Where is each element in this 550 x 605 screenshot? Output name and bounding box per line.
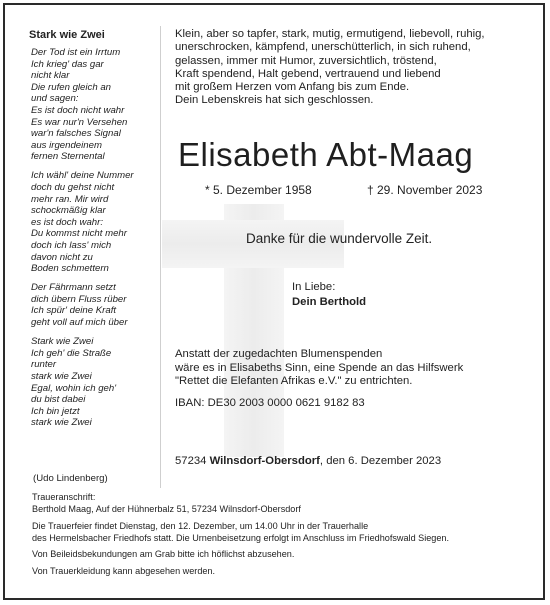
poem-stanza-4 xyxy=(31,336,134,429)
donation-line: Anstatt der zugedachten Blumenspenden xyxy=(175,348,383,360)
poem-line: es ist doch wahr: xyxy=(31,216,103,228)
poem-line: stark wie Zwei xyxy=(31,370,92,382)
poem-line: mehr ran. Mir wird xyxy=(31,193,109,205)
intro-text xyxy=(175,28,485,108)
poem-stanza-1 xyxy=(31,47,134,163)
postal-code: 57234 xyxy=(175,455,207,467)
poem-text xyxy=(31,47,134,436)
poem-line: stark wie Zwei xyxy=(31,417,92,429)
donation-line: "Rettet die Elefanten Afrikas e.V." zu entrichten. xyxy=(175,375,413,387)
poem-line: dich übern Fluss rüber xyxy=(31,293,127,305)
poem-line: Stark wie Zwei xyxy=(31,336,94,348)
poem-line: Die rufen gleich an xyxy=(31,81,111,93)
poem-line: war'n falsches Signal xyxy=(31,128,121,140)
column-divider xyxy=(160,26,161,488)
deceased-name: Elisabeth Abt-Maag xyxy=(178,136,474,173)
mourning-address: Berthold Maag, Auf der Hühnerbalz 51, 57234 Wilnsdorf-Obersdorf xyxy=(32,504,301,514)
poem-line: Boden schmettern xyxy=(31,263,109,275)
poem-line: nicht klar xyxy=(31,70,70,82)
place-date xyxy=(175,455,441,467)
poem-line: Egal, wohin ich geh' xyxy=(31,382,117,394)
poem-line: doch du gehst nicht xyxy=(31,182,115,194)
thanks-line: Danke für die wundervolle Zeit. xyxy=(246,231,433,246)
poem-line: Du kommst nicht mehr xyxy=(31,228,127,240)
town-name: Wilnsdorf-Obersdorf xyxy=(209,455,320,467)
poem-line: Es ist doch nicht wahr xyxy=(31,104,125,116)
poem-line: Der Fährmann setzt xyxy=(31,282,116,294)
poem-line: Ich wähl' deine Nummer xyxy=(31,170,134,182)
poem-line: schockmäßig klar xyxy=(31,205,106,217)
poem-line: und sagen: xyxy=(31,93,79,105)
signature-intro: In Liebe: xyxy=(292,281,336,293)
footer-info xyxy=(32,491,449,577)
poem-line: Der Tod ist ein Irrtum xyxy=(31,47,121,58)
poem-line: Ich bin jetzt xyxy=(31,405,80,417)
poem-credit: (Udo Lindenberg) xyxy=(33,473,108,484)
intro-line: Kraft spendend, Halt gebend, vertrauend und liebend xyxy=(175,67,441,80)
donation-line: wäre es in Elisabeths Sinn, eine Spende an das Hilfswerk xyxy=(175,361,464,374)
signature-block xyxy=(292,280,366,310)
intro-line: mit großem Herzen vom Anfang bis zum Ende. xyxy=(175,81,410,94)
birth-date: * 5. Dezember 1958 xyxy=(205,183,312,197)
poem-line: davon nicht zu xyxy=(31,251,93,263)
poem-line: aus irgendeinem xyxy=(31,139,102,151)
poem-stanza-2 xyxy=(31,170,134,274)
signature-name: Dein Berthold xyxy=(292,296,367,308)
notice-date: , den 6. Dezember 2023 xyxy=(319,455,442,467)
poem-line: Ich geh' die Straße xyxy=(31,347,112,359)
poem-line: Ich krieg' das gar xyxy=(31,58,104,70)
attire-note: Von Trauerkleidung kann abgesehen werden. xyxy=(32,565,216,576)
poem-line: runter xyxy=(31,359,57,371)
poem-line: fernen Sternental xyxy=(31,151,105,163)
funeral-info-line: Die Trauerfeier findet Dienstag, den 12. Dezember, um 14.00 Uhr in der Trauerhalle xyxy=(32,520,369,531)
poem-stanza-3 xyxy=(31,282,134,328)
donation-text xyxy=(175,348,463,389)
death-date: † 29. November 2023 xyxy=(367,183,483,197)
poem-title: Stark wie Zwei xyxy=(29,29,105,41)
intro-line: Dein Lebenskreis hat sich geschlossen. xyxy=(175,94,374,107)
poem-line: doch ich lass' mich xyxy=(31,240,112,251)
intro-line: gelassen, immer mit Humor, zuversichtlich, tröstend, xyxy=(175,54,437,67)
poem-line: geht voll auf mich über xyxy=(31,317,128,329)
address-label: Traueranschrift: xyxy=(32,492,96,502)
intro-line: Klein, aber so tapfer, stark, mutig, ermutigend, liebevoll, ruhig, xyxy=(175,28,485,40)
intro-line: unerschrocken, kämpfend, unerschütterlich, in sich ruhend, xyxy=(175,41,471,54)
funeral-info-line: des Hermelsbacher Friedhofs statt. Die Urnenbeisetzung erfolgt im Anschluss im Friedhofswald Siegen. xyxy=(32,532,449,543)
poem-line: Ich spür' deine Kraft xyxy=(31,305,117,317)
iban: IBAN: DE30 2003 0000 0621 9182 83 xyxy=(175,397,365,409)
poem-line: du bist dabei xyxy=(31,394,86,406)
condolence-note: Von Beileidsbekundungen am Grab bitte ich höflichst abzusehen. xyxy=(32,549,295,559)
poem-line: Es war nur'n Versehen xyxy=(31,116,128,128)
